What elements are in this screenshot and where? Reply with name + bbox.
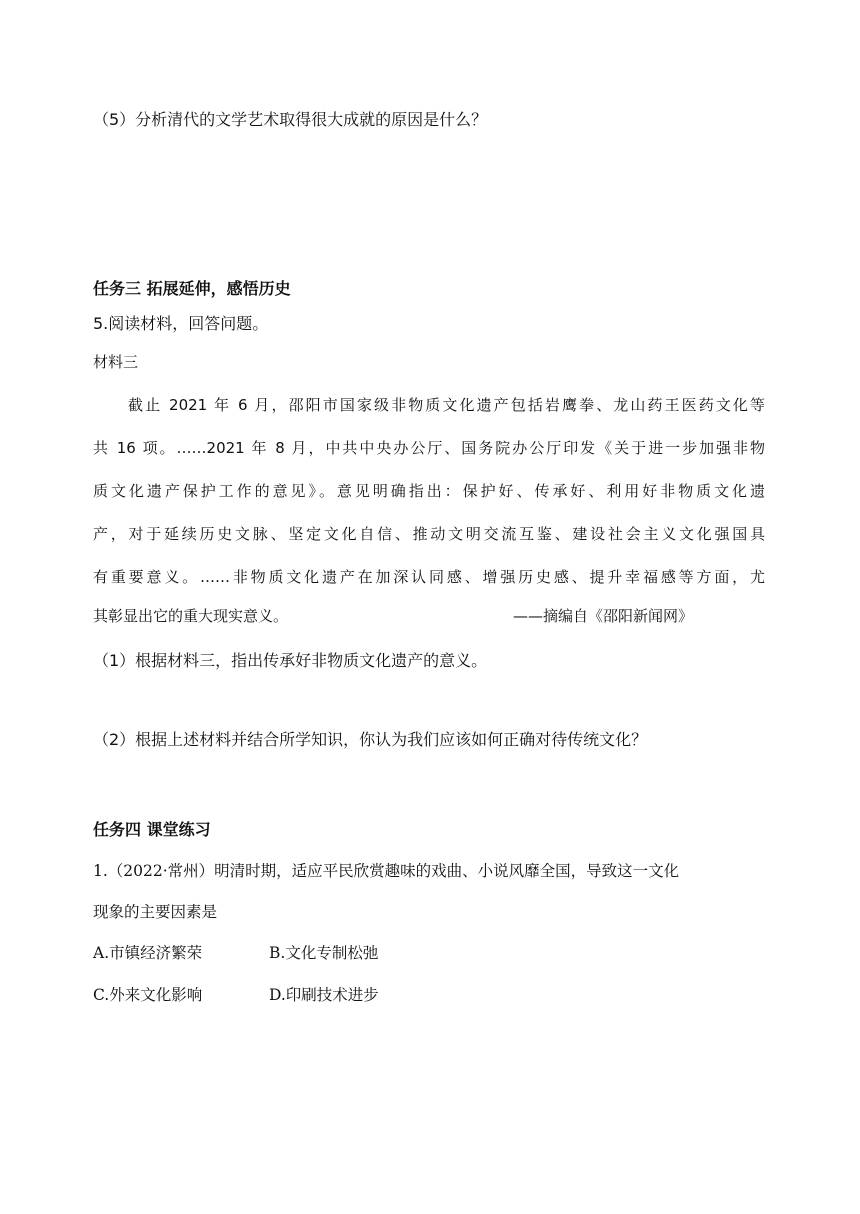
material-3-line-3: 质文化遗产保护工作的意见》。意见明确指出：保护好、传承好、利用好非物质文化遗 <box>93 482 765 500</box>
option-b: B.文化专制松弛 <box>269 944 379 962</box>
material-3-title: 材料三 <box>93 353 139 371</box>
material-3-line-5: 有重要意义。……非物质文化遗产在加深认同感、增强历史感、提升幸福感等方面，尤 <box>93 568 765 586</box>
material-3-line-2: 共 16 项。……2021 年 8 月，中共中央办公厅、国务院办公厅印发《关于进一步加强非物 <box>93 439 765 457</box>
exercise-1-stem-line-1: 1.（2022·常州）明清时期，适应平民欣赏趣味的戏曲、小说风靡全国，导致这一文化 <box>93 862 680 880</box>
task-3-question-2: （2）根据上述材料并结合所学知识，你认为我们应该如何正确对待传统文化？ <box>93 730 648 749</box>
material-3-line-1: 截止 2021 年 6 月，邵阳市国家级非物质文化遗产包括岩鹰拳、龙山药王医药文化等 <box>128 396 765 414</box>
task-4-heading: 任务四 课堂练习 <box>93 820 211 839</box>
task-3-question-1: （1）根据材料三，指出传承好非物质文化遗产的意义。 <box>93 651 488 670</box>
material-3-source: ——摘编自《邵阳新闻网》 <box>513 607 694 625</box>
option-d: D.印刷技术进步 <box>269 986 379 1004</box>
task-3-heading: 任务三 拓展延伸，感悟历史 <box>93 279 291 298</box>
exercise-1-stem-line-2: 现象的主要因素是 <box>93 903 218 921</box>
option-c: C.外来文化影响 <box>93 986 203 1004</box>
option-a: A.市镇经济繁荣 <box>93 944 203 962</box>
question-5-part-5: （5）分析清代的文学艺术取得很大成就的原因是什么？ <box>93 110 488 129</box>
material-3-line-4: 产，对于延续历史文脉、坚定文化自信、推动文明交流互鉴、建设社会主义文化强国具 <box>93 525 765 543</box>
material-3-line-6: 其彰显出它的重大现实意义。 <box>93 607 289 625</box>
question-5-intro: 5.阅读材料，回答问题。 <box>93 314 269 333</box>
